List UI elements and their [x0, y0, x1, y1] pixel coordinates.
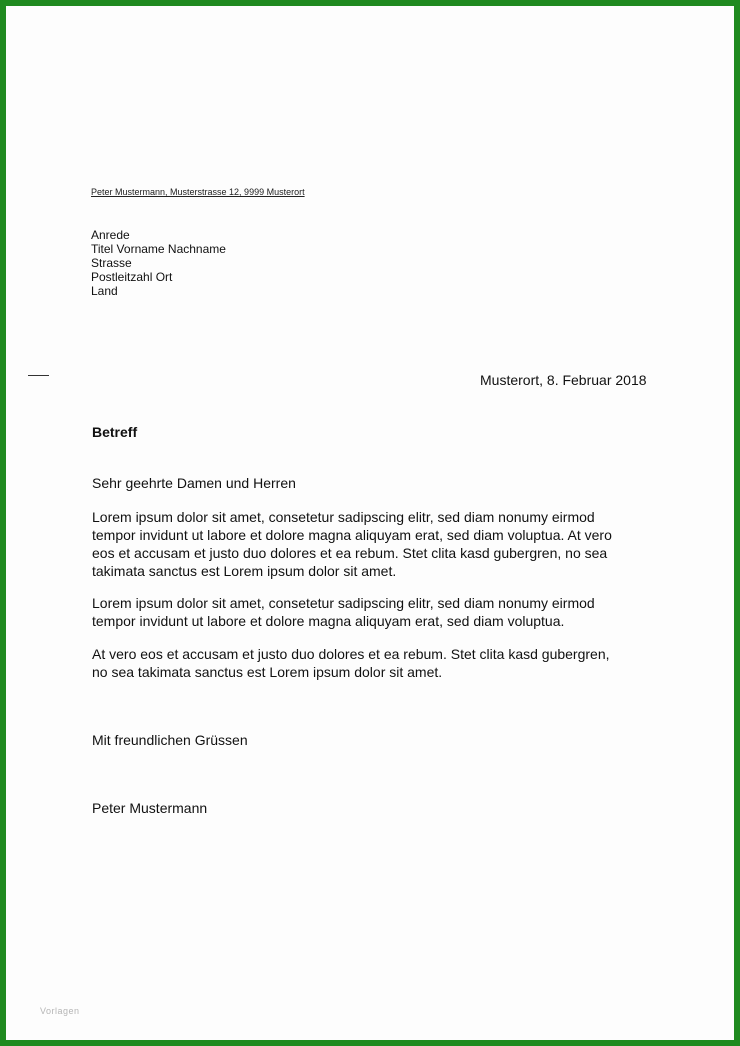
- fold-mark: [28, 375, 49, 376]
- body-paragraph-3: [92, 645, 672, 681]
- watermark-text: Vorlagen: [40, 1006, 80, 1016]
- paragraph-line: takimata sanctus est Lorem ipsum dolor sit amet.: [92, 563, 397, 579]
- letter-closing: Mit freundlichen Grüssen: [92, 732, 248, 748]
- paragraph-line: At vero eos et accusam et justo duo dolores et ea rebum. Stet clita kasd gubergren,: [92, 646, 610, 662]
- body-paragraph-2: [92, 594, 672, 630]
- address-line: Anrede: [91, 228, 130, 242]
- paragraph-line: tempor invidunt ut labore et dolore magna aliquyam erat, sed diam voluptua.: [92, 613, 565, 629]
- paragraph-line: tempor invidunt ut labore et dolore magna aliquyam erat, sed diam voluptua. At vero: [92, 527, 612, 543]
- recipient-address: [91, 228, 226, 298]
- letter-salutation: Sehr geehrte Damen und Herren: [92, 475, 296, 491]
- address-line: Titel Vorname Nachname: [91, 242, 226, 256]
- address-line: Postleitzahl Ort: [91, 270, 173, 284]
- letter-date: Musterort, 8. Februar 2018: [480, 372, 647, 388]
- sender-return-address: Peter Mustermann, Musterstrasse 12, 9999 Musterort: [91, 187, 305, 197]
- address-line: Land: [91, 284, 118, 298]
- letter-subject: Betreff: [92, 424, 138, 440]
- paragraph-line: no sea takimata sanctus est Lorem ipsum dolor sit amet.: [92, 664, 443, 680]
- letter-signature: Peter Mustermann: [92, 800, 208, 816]
- body-paragraph-1: [92, 508, 672, 580]
- paragraph-line: Lorem ipsum dolor sit amet, consetetur sadipscing elitr, sed diam nonumy eirmod: [92, 595, 595, 611]
- paragraph-line: Lorem ipsum dolor sit amet, consetetur sadipscing elitr, sed diam nonumy eirmod: [92, 509, 595, 525]
- paragraph-line: eos et accusam et justo duo dolores et ea rebum. Stet clita kasd gubergren, no sea: [92, 545, 608, 561]
- address-line: Strasse: [91, 256, 132, 270]
